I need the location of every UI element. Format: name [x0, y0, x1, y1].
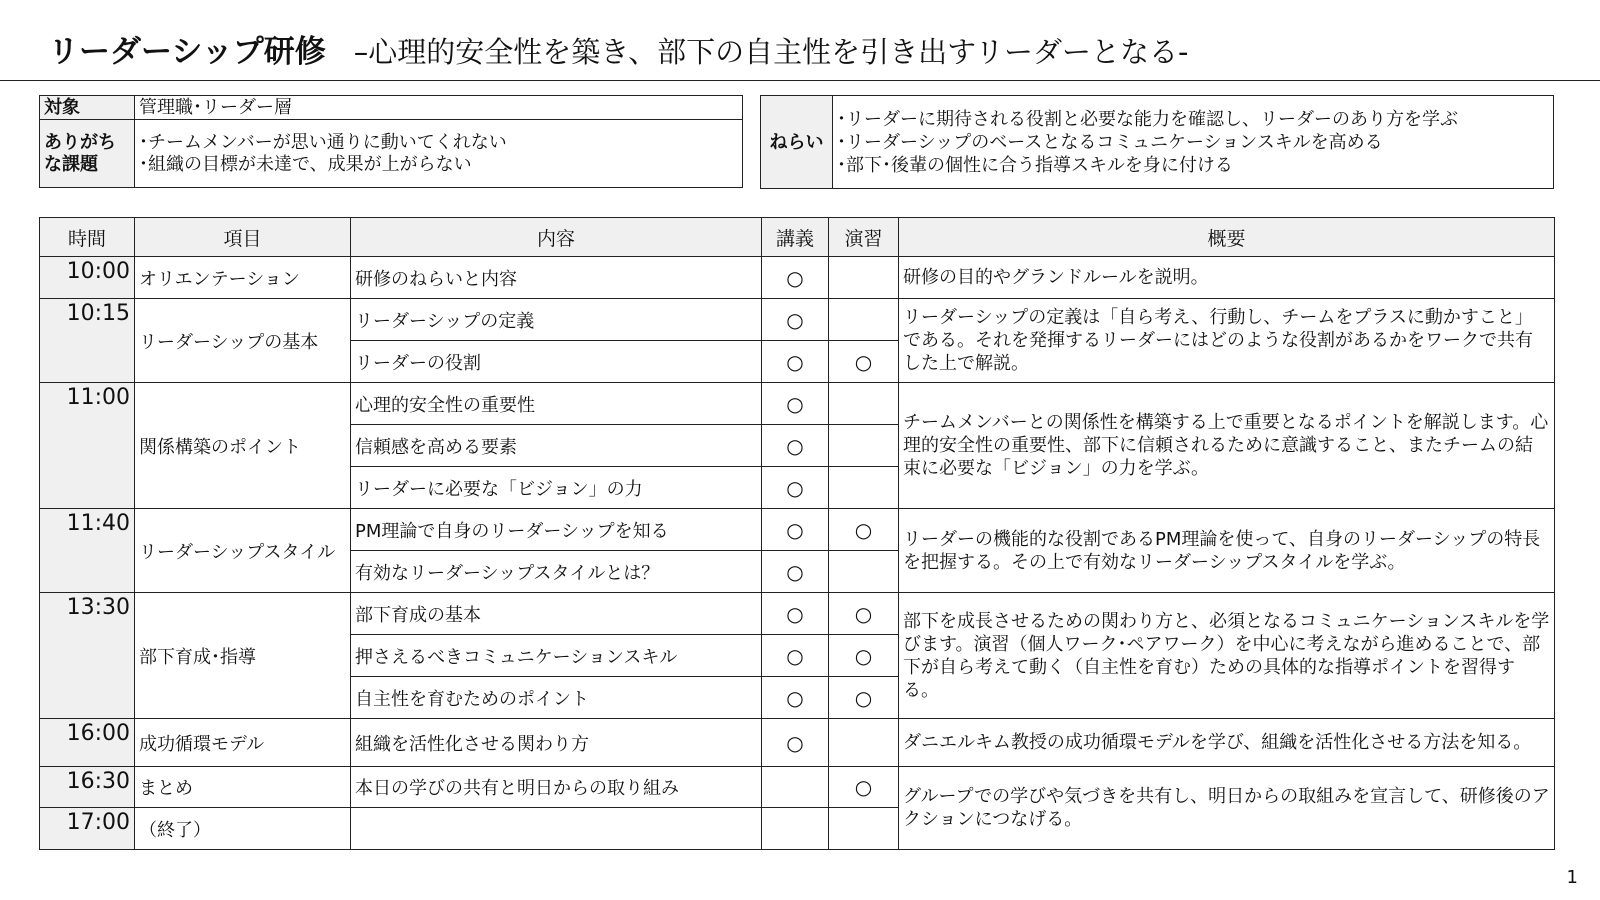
header-content: 内容 [351, 218, 762, 257]
exercise-mark [829, 257, 899, 299]
objectives-table [760, 95, 1554, 189]
objective-item: ･部下･後輩の個性に合う指導スキルを身に付ける [837, 154, 1233, 176]
exercise-mark: ○ [829, 593, 899, 635]
content-cell [351, 808, 762, 850]
objective-item: ･リーダーに期待される役割と必要な能力を確認し、リーダーのあり方を学ぶ [837, 108, 1458, 130]
item-cell: リーダーシップスタイル [135, 509, 351, 593]
lecture-mark: ○ [762, 677, 829, 719]
content-cell: 本日の学びの共有と明日からの取り組み [351, 767, 762, 808]
target-issues-table [39, 95, 743, 188]
lecture-mark: ○ [762, 341, 829, 383]
item-cell: （終了） [135, 808, 351, 850]
summary-cell: ダニエルキム教授の成功循環モデルを学び、組織を活性化させる方法を知る。 [899, 719, 1555, 767]
lecture-mark: ○ [762, 299, 829, 341]
table-row [40, 257, 1555, 299]
summary-cell: 研修の目的やグランドルールを説明。 [899, 257, 1555, 299]
lecture-mark: ○ [762, 509, 829, 551]
lecture-mark: ○ [762, 425, 829, 467]
item-cell: リーダーシップの基本 [135, 299, 351, 383]
content-cell: リーダーの役割 [351, 341, 762, 383]
content-cell: 組織を活性化させる関わり方 [351, 719, 762, 767]
content-cell: 信頼感を高める要素 [351, 425, 762, 467]
item-cell: 部下育成･指導 [135, 593, 351, 719]
header-summary: 概要 [899, 218, 1555, 257]
time-cell: 17:00 [40, 808, 135, 850]
exercise-mark: ○ [829, 635, 899, 677]
exercise-mark [829, 383, 899, 425]
content-cell: リーダーシップの定義 [351, 299, 762, 341]
target-label: 対象 [40, 96, 135, 120]
title-divider [0, 80, 1600, 81]
lecture-mark: ○ [762, 257, 829, 299]
content-cell: リーダーに必要な「ビジョン」の力 [351, 467, 762, 509]
lecture-mark [762, 767, 829, 808]
content-cell: 有効なリーダーシップスタイルとは？ [351, 551, 762, 593]
exercise-mark [829, 551, 899, 593]
content-cell: 研修のねらいと内容 [351, 257, 762, 299]
table-row [40, 767, 1555, 808]
page-title [48, 26, 1188, 71]
issues-label-line: な課題 [44, 153, 98, 175]
time-cell: 11:00 [40, 383, 135, 509]
content-cell: 自主性を育むためのポイント [351, 677, 762, 719]
table-row [40, 719, 1555, 767]
objective-item: ･リーダーシップのベースとなるコミュニケーションスキルを高める [837, 131, 1383, 153]
time-cell: 10:00 [40, 257, 135, 299]
lecture-mark: ○ [762, 635, 829, 677]
header-item: 項目 [135, 218, 351, 257]
time-cell: 16:00 [40, 719, 135, 767]
issue-item: ･チームメンバーが思い通りに動いてくれない [139, 131, 507, 153]
item-cell: まとめ [135, 767, 351, 808]
item-cell: オリエンテーション [135, 257, 351, 299]
time-cell: 13:30 [40, 593, 135, 719]
lecture-mark [762, 808, 829, 850]
exercise-mark [829, 299, 899, 341]
lecture-mark: ○ [762, 719, 829, 767]
lecture-mark: ○ [762, 383, 829, 425]
exercise-mark [829, 808, 899, 850]
time-cell: 10:15 [40, 299, 135, 383]
issues-label [40, 120, 135, 188]
exercise-mark: ○ [829, 341, 899, 383]
summary-cell: 部下を成長させるための関わり方と、必須となるコミュニケーションスキルを学びます。演習（個人ワーク･ペアワーク）を中心に考えながら進めることで、部下が自ら考えて動く（自主性を育む）ための具体的な指導ポイントを習得する。 [899, 593, 1555, 719]
lecture-mark: ○ [762, 593, 829, 635]
content-cell: PM理論で自身のリーダーシップを知る [351, 509, 762, 551]
exercise-mark [829, 719, 899, 767]
issue-item: ･組織の目標が未達で、成果が上がらない [139, 153, 472, 175]
table-row [40, 593, 1555, 635]
time-cell: 16:30 [40, 767, 135, 808]
summary-cell: チームメンバーとの関係性を構築する上で重要となるポイントを解説します。心理的安全性の重要性、部下に信頼されるために意識すること、またチームの結束に必要な「ビジョン」の力を学ぶ。 [899, 383, 1555, 509]
exercise-mark: ○ [829, 767, 899, 808]
time-cell: 11:40 [40, 509, 135, 593]
header-exercise: 演習 [829, 218, 899, 257]
item-cell: 成功循環モデル [135, 719, 351, 767]
lecture-mark: ○ [762, 551, 829, 593]
title-subtitle: –心理的安全性を築き、部下の自主性を引き出すリーダーとなる- [353, 35, 1189, 69]
table-row [40, 383, 1555, 425]
exercise-mark [829, 467, 899, 509]
content-cell: 押さえるべきコミュニケーションスキル [351, 635, 762, 677]
issues-label-line: ありがち [44, 131, 116, 153]
exercise-mark [829, 425, 899, 467]
item-cell: 関係構築のポイント [135, 383, 351, 509]
table-row [40, 509, 1555, 551]
lecture-mark: ○ [762, 467, 829, 509]
summary-cell: グループでの学びや気づきを共有し、明日からの取組みを宣言して、研修後のアクションにつなげる。 [899, 767, 1555, 850]
exercise-mark: ○ [829, 677, 899, 719]
page-number: 1 [1566, 867, 1578, 888]
objectives-list [833, 96, 1554, 189]
header-time: 時間 [40, 218, 135, 257]
title-main: リーダーシップ研修 [48, 34, 326, 70]
schedule-body [40, 257, 1555, 850]
content-cell: 部下育成の基本 [351, 593, 762, 635]
header-lecture: 講義 [762, 218, 829, 257]
exercise-mark: ○ [829, 509, 899, 551]
schedule-table [39, 217, 1555, 850]
content-cell: 心理的安全性の重要性 [351, 383, 762, 425]
summary-cell: リーダーの機能的な役割であるPM理論を使って、自身のリーダーシップの特長を把握する。その上で有効なリーダーシップスタイルを学ぶ。 [899, 509, 1555, 593]
objectives-label: ねらい [761, 96, 833, 189]
summary-cell: リーダーシップの定義は「自ら考え、行動し、チームをプラスに動かすこと」である。それを発揮するリーダーにはどのような役割があるかをワークで共有した上で解説。 [899, 299, 1555, 383]
target-value: 管理職･リーダー層 [135, 96, 743, 120]
table-row [40, 299, 1555, 341]
issues-list [135, 120, 743, 188]
